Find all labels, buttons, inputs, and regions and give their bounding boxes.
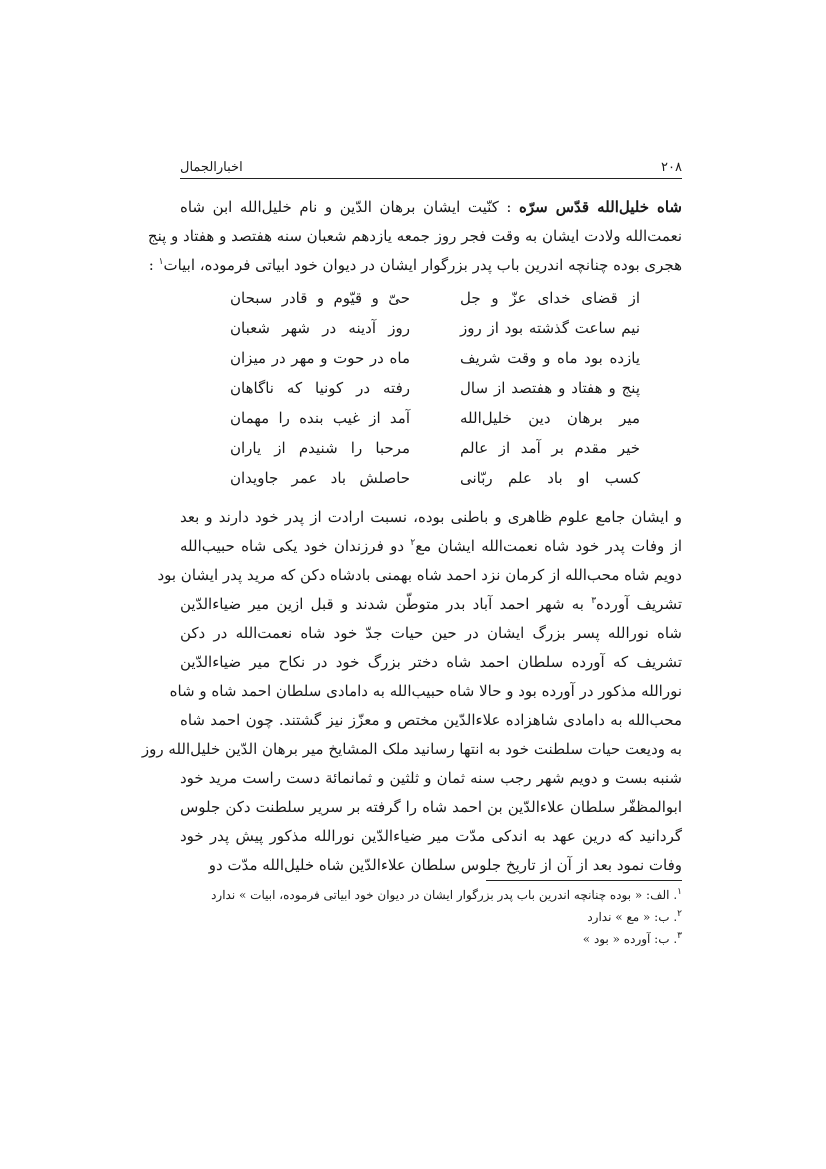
- poem-verse: [230, 403, 640, 433]
- intro-line-3: هجری بوده چنانچه اندرین باب پدر بزرگوار ایشان در دیوان خود ابیاتی فرموده، ابیات$^۱$ :: [148, 256, 682, 274]
- section-title: شاه خلیل‌الله قدّس سرّه: [519, 198, 683, 216]
- footnote-rule: [486, 880, 682, 881]
- footnote-text: . الف: « بوده چنانچه اندرین باب پدر بزرگوار ایشان در دیوان خود ابیاتی فرموده، ابیات » ندارد: [211, 888, 678, 902]
- running-title: اخبارالجمال: [180, 160, 243, 175]
- poem-verse: [230, 313, 640, 343]
- body-line: تشریف آورده$^۳$ به شهر احمد آباد بدر متوطّن شدند و قبل ازین میر ضیاءالدّین: [180, 595, 683, 613]
- body-line: به ودیعت حیات سلطنت خود به انتها رسانید ملک المشایخ میر برهان الدّین خلیل‌الله روز: [141, 740, 682, 758]
- body-line: شاه نورالله پسر بزرگ ایشان در حین حیات جدّ خود شاه نعمت‌الله در دکن: [180, 624, 682, 642]
- hemistich-second: رفته در کونیا که ناگاهان: [230, 379, 410, 397]
- intro-line-2: نعمت‌الله ولادت ایشان به وقت فجر روز جمعه یازدهم شعبان سنه هفتصد و هفتاد و پنج: [147, 227, 682, 245]
- hemistich-first: از قضای خدای عزّ و جل: [460, 289, 640, 307]
- body-line: دویم شاه محب‌الله از کرمان نزد احمد شاه بهمنی بادشاه دکن که مرید پدر ایشان بود: [157, 566, 682, 584]
- header-rule: [180, 178, 682, 179]
- body-line: از وفات پدر خود شاه نعمت‌الله ایشان مع$^۲$ دو فرزندان خود یکی شاه حبیب‌الله: [180, 537, 682, 555]
- page-header: [180, 145, 682, 175]
- hemistich-first: خیر مقدم بر آمد از عالم: [460, 439, 640, 457]
- intro-line-1: شاه خلیل‌الله قدّس سرّه : کنّیت ایشان برهان الدّین و نام خلیل‌الله ابن شاه: [180, 198, 683, 216]
- hemistich-second: حاصلش باد عمر جاویدان: [230, 469, 410, 487]
- hemistich-first: کسب او باد علم ربّانی: [460, 469, 640, 487]
- poem-verse: [230, 463, 640, 493]
- hemistich-first: میر برهان دین خلیل‌الله: [460, 409, 640, 427]
- hemistich-second: ماه در حوت و مهر در میزان: [230, 349, 410, 367]
- intro-paragraph: [147, 193, 683, 280]
- body-paragraph: [141, 503, 683, 880]
- footnote: [180, 884, 682, 906]
- footnote-mark: ۳: [591, 596, 597, 606]
- footnote-mark: ۱: [158, 257, 164, 267]
- footnote: [180, 906, 682, 928]
- poem-verse: [230, 433, 640, 463]
- footnote-text: . ب: « مع » ندارد: [587, 910, 678, 924]
- poem-verse: [230, 373, 640, 403]
- poem-verse: [230, 283, 640, 313]
- body-line: نورالله مذکور در آورده بود و حالا شاه حبیب‌الله به دامادی سلطان احمد شاه و شاه: [169, 682, 682, 700]
- hemistich-first: پنج و هفتاد و هفتصد از سال: [460, 379, 640, 397]
- body-line: ابوالمظفّر سلطان علاءالدّین بن احمد شاه را گرفته بر سریر سلطنت دکن جلوس: [180, 798, 682, 816]
- footnote-number: ۲: [677, 909, 682, 919]
- hemistich-first: نیم ساعت گذشته بود از روز: [460, 319, 640, 337]
- poem: [230, 283, 640, 493]
- body-line: و ایشان جامع علوم ظاهری و باطنی بوده، نسبت ارادت از پدر خود دارند و بعد: [180, 508, 682, 526]
- body-line: گردانید که درین عهد به اندکی مدّت میر ضیاءالدّین نورالله مذکور پیش پدر خود: [180, 827, 682, 845]
- hemistich-second: مرحبا را شنیدم از یاران: [230, 439, 410, 457]
- footnote-number: ۳: [677, 931, 682, 941]
- body-line: شنبه بست و دویم شهر رجب سنه ثمان و ثلثین و ثمانمائة دست راست مرید خود: [180, 769, 682, 787]
- footnote: [180, 928, 682, 950]
- footnote-number: ۱: [677, 887, 682, 897]
- poem-verse: [230, 343, 640, 373]
- body-line: محب‌الله به دامادی شاهزاده علاءالدّین مختص و معزّز نیز گشتند. چون احمد شاه: [180, 711, 682, 729]
- page-number: ۲۰۸: [661, 160, 682, 175]
- body-line: وفات نمود بعد از آن از تاریخ جلوس سلطان علاءالدّین شاه خلیل‌الله مدّت دو: [208, 856, 682, 874]
- hemistich-second: آمد از غیب بنده را مهمان: [230, 409, 410, 427]
- footnotes: [180, 884, 682, 950]
- footnote-mark: ۲: [410, 538, 416, 548]
- hemistich-second: روز آدینه در شهر شعبان: [230, 319, 410, 337]
- body-line: تشریف که آورده سلطان احمد شاه دختر بزرگ خود در نکاح میر ضیاءالدّین: [180, 653, 682, 671]
- hemistich-first: یازده بود ماه و وقت شریف: [460, 349, 640, 367]
- hemistich-second: حیّ و قیّوم و قادر سبحان: [230, 289, 410, 307]
- footnote-text: . ب: آورده « بود »: [582, 932, 678, 946]
